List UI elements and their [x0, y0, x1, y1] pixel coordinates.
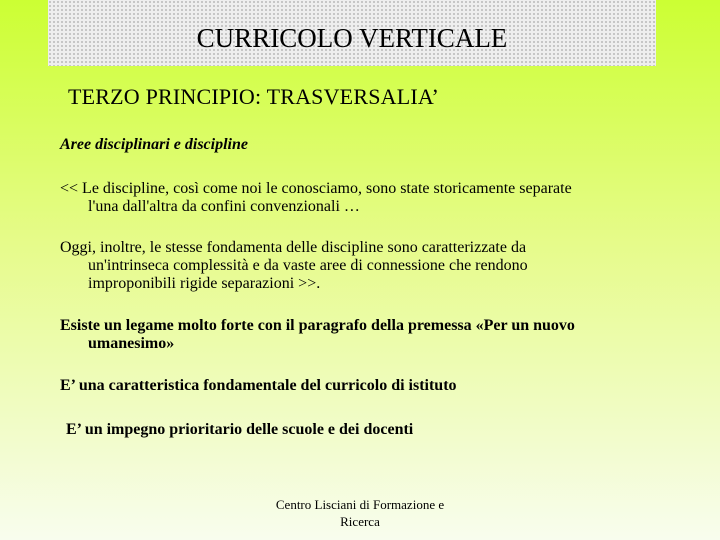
paragraph-line: Oggi, inoltre, le stesse fondamenta delle discipline sono caratterizzate da: [60, 239, 527, 256]
paragraph-line: improponibili rigide separazioni >>.: [88, 275, 321, 292]
paragraph-impegno: [66, 421, 686, 439]
paragraph-link-premessa: [60, 317, 680, 353]
footer-line: Ricerca: [340, 514, 380, 529]
paragraph-quote-1: [60, 180, 680, 216]
paragraph-caratteristica: [60, 377, 680, 395]
slide-subtitle: TERZO PRINCIPIO: TRASVERSALIA’: [68, 84, 440, 109]
slide-footer: [262, 496, 458, 530]
section-heading: Aree disciplinari e discipline: [60, 136, 248, 153]
title-box: [48, 0, 656, 66]
paragraph-line: l'una dall'altra da confini convenzionali …: [88, 198, 360, 215]
paragraph-line: un'intrinseca complessità e da vaste aree di connessione che rendono: [88, 257, 528, 274]
slide-title: CURRICOLO VERTICALE: [196, 23, 508, 53]
footer-line: Centro Lisciani di Formazione e: [275, 497, 445, 512]
paragraph-line: E’ un impegno prioritario delle scuole e dei docenti: [66, 421, 414, 438]
paragraph-line: E’ una caratteristica fondamentale del curricolo di istituto: [60, 377, 457, 394]
paragraph-line: << Le discipline, così come noi le conosciamo, sono state storicamente separate: [60, 180, 572, 197]
paragraph-line: Esiste un legame molto forte con il paragrafo della premessa «Per un nuovo: [60, 317, 575, 334]
paragraph-quote-2: [60, 239, 680, 293]
paragraph-line: umanesimo»: [88, 335, 175, 352]
